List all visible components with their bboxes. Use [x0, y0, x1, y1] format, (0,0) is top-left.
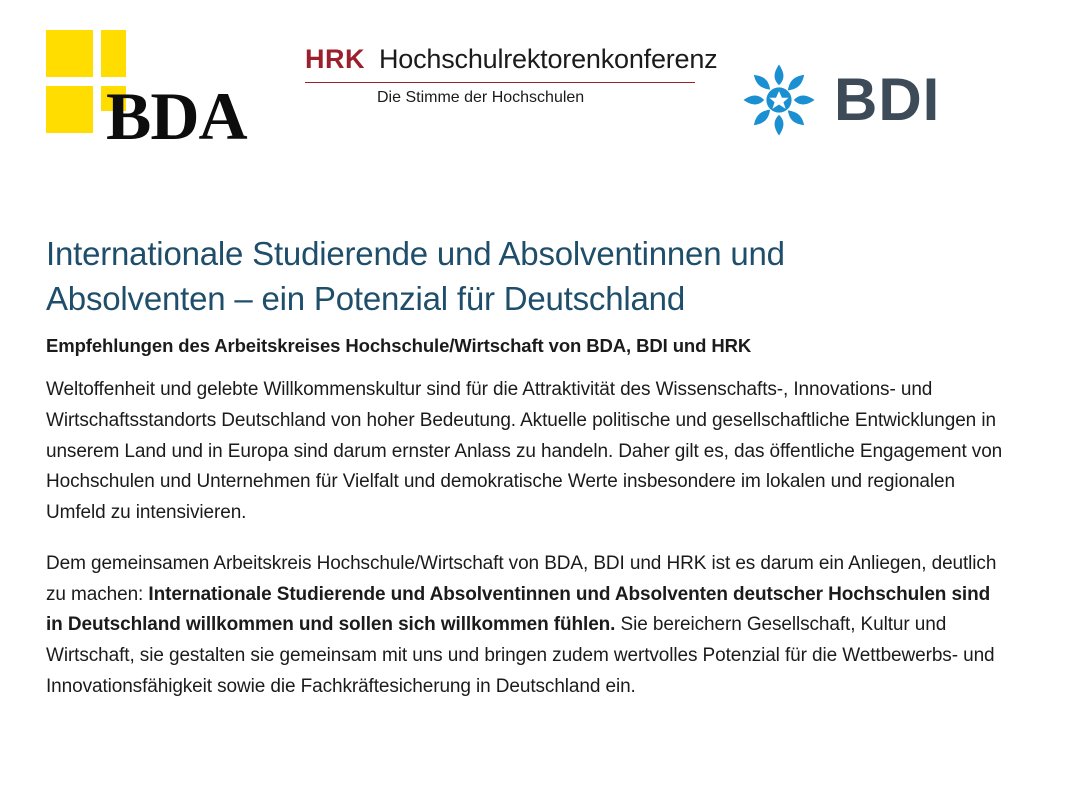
- hrk-name: Hochschulrektorenkonferenz: [379, 44, 718, 74]
- hrk-title-row: [305, 44, 718, 75]
- document-subtitle: Empfehlungen des Arbeitskreises Hochschule/Wirtschaft von BDA, BDI und HRK: [46, 335, 752, 357]
- bdi-snowflake-icon: [742, 63, 816, 137]
- bdi-logo: [742, 62, 1032, 138]
- paragraph-text: Dem gemeinsamen Arbeitskreis Hochschule/Wirtschaft von BDA, BDI und HRK ist es darum ein Anliegen, deutlich zu machen:: [46, 552, 997, 605]
- logo-band: [0, 0, 1080, 190]
- hrk-logo: [305, 44, 718, 114]
- document-paragraphs: [46, 375, 1011, 703]
- document-content: [46, 232, 1011, 723]
- hrk-mark: HRK: [305, 44, 365, 74]
- document-paragraph: [46, 549, 1006, 703]
- paragraph-text: Weltoffenheit und gelebte Willkommenskultur sind für die Attraktivität des Wissenschafts-, Innovations- und Wirtschaftsstandorts Deutschland von hoher Bedeutung. Aktuelle politische und gesellschaftliche Entwicklungen in unserem Land und in Europa sind darum ernster Anlass zu handeln. Daher gilt es, das öffentliche Engagement von Hochschulen und Unternehmen für Vielfalt und demokratische Werte insbesondere im lokalen und regionalen Umfeld zu intensivieren.: [46, 379, 1003, 524]
- paragraph-text: Sie bereichern Gesellschaft, Kultur und Wirtschaft, sie gestalten sie gemeinsam mit uns und bringen zudem wertvolles Potenzial für die Wettbewerbs- und Innovationsfähigkeit sowie die Fachkräftesicherung in Deutschland ein.: [46, 614, 995, 697]
- bda-logo: [46, 30, 256, 152]
- document-paragraph: [46, 375, 1006, 529]
- bdi-wordmark: BDI: [834, 66, 941, 133]
- bda-square-top-left: [46, 30, 93, 77]
- hrk-divider: [305, 82, 695, 83]
- document-title: Internationale Studierende und Absolventinnen und Absolventen – ein Potenzial für Deutschland: [46, 235, 785, 317]
- paragraph-emphasis: Internationale Studierende und Absolventinnen und Absolventen deutscher Hochschulen sind in Deutschland willkommen und sollen sich willkommen fühlen.: [46, 583, 991, 636]
- hrk-tagline: Die Stimme der Hochschulen: [377, 89, 585, 106]
- bda-wordmark: BDA: [106, 78, 247, 154]
- bda-square-bottom-left: [46, 86, 93, 133]
- bda-square-top-right: [101, 30, 126, 77]
